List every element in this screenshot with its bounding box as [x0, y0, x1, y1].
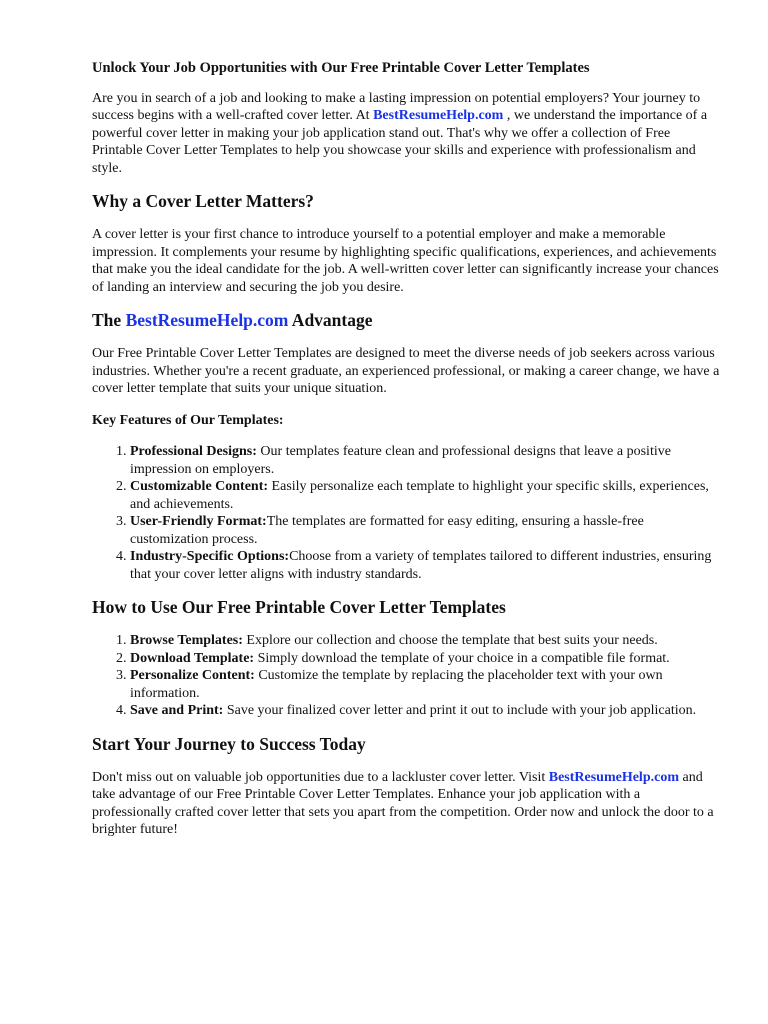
start-text-after: and take advantage of our Free Printable Cover Letter Templates. Enhance your job application with a professionally crafted cover letter that sets you apart from the competition. Order now and unlock the door to a brighter future! — [92, 769, 714, 837]
howto-list — [92, 632, 720, 720]
start-heading: Start Your Journey to Success Today — [92, 733, 366, 754]
list-item-label: Save and Print: — [130, 703, 224, 718]
document-title: Unlock Your Job Opportunities with Our Free Printable Cover Letter Templates — [92, 60, 590, 76]
intro-link[interactable]: BestResumeHelp.com — [373, 108, 504, 123]
intro-text-before: Are you in search of a job and looking to make a lasting impression on potential employers? Your journey to success begins with a well-crafted cover letter. At — [92, 90, 701, 123]
advantage-heading-link[interactable]: BestResumeHelp.com — [125, 310, 289, 330]
list-item-text: Simply download the template of your choice in a compatible file format. — [254, 650, 670, 666]
list-item — [130, 650, 720, 668]
start-text-before: Don't miss out on valuable job opportunities due to a lackluster cover letter. Visit — [92, 769, 549, 785]
list-item-text: Explore our collection and choose the template that best suits your needs. — [242, 633, 658, 648]
howto-heading: How to Use Our Free Printable Cover Letter Templates — [92, 597, 506, 617]
list-item-label: Browse Templates: — [130, 633, 243, 648]
advantage-paragraph: Our Free Printable Cover Letter Templates are designed to meet the diverse needs of job seekers across various industries. Whether you're a recent graduate, an experienced professional, or making a career change, we have a cover letter template that suits your unique situation. — [92, 346, 720, 396]
start-link[interactable]: BestResumeHelp.com — [548, 769, 679, 785]
list-item-label: Industry-Specific Options: — [130, 549, 290, 564]
advantage-heading — [92, 310, 720, 331]
intro-text-after: , we understand the importance of a powerful cover letter in making your job application stand out. That's why we offer a collection of Free Printable Cover Letter Templates to help you showcase your skills and experience with professionalism and style. — [92, 108, 708, 176]
list-item-text: Easily personalize each template to highlight your specific skills, experiences, and achievements. — [130, 479, 709, 512]
start-paragraph — [92, 769, 720, 839]
list-item — [130, 632, 720, 650]
why-paragraph: A cover letter is your first chance to introduce yourself to a potential employer and make a memorable impression. It complements your resume by highlighting specific qualifications, experiences, and achievements that make you the ideal candidate for the job. A well-written cover letter can significantly increase your chances of landing an interview and securing the job you desire. — [92, 227, 719, 295]
features-heading: Key Features of Our Templates: — [92, 412, 284, 428]
list-item-label: Personalize Content: — [130, 668, 255, 683]
list-item — [130, 478, 720, 513]
list-item-text: Choose from a variety of templates tailored to different industries, ensuring that your cover letter aligns with industry standards. — [130, 549, 712, 582]
list-item-text: Our templates feature clean and professional designs that leave a positive impression on employers. — [130, 444, 671, 477]
features-list — [92, 443, 720, 583]
list-item-label: Customizable Content: — [130, 479, 269, 494]
advantage-heading-suffix: Advantage — [288, 310, 373, 330]
list-item-text: Save your finalized cover letter and print it out to include with your job application. — [223, 703, 697, 718]
list-item-label: Professional Designs: — [130, 444, 257, 459]
list-item-label: User-Friendly Format: — [130, 514, 267, 529]
list-item-text: The templates are formatted for easy editing, ensuring a hassle-free customization process. — [130, 514, 644, 547]
advantage-heading-prefix: The — [92, 310, 126, 330]
list-item — [130, 667, 720, 702]
list-item-text: Customize the template by replacing the placeholder text with your own information. — [130, 668, 663, 701]
list-item-label: Download Template: — [130, 650, 255, 666]
list-item — [130, 513, 720, 548]
list-item — [130, 443, 720, 478]
list-item — [130, 548, 720, 583]
list-item — [130, 702, 720, 720]
why-heading: Why a Cover Letter Matters? — [92, 191, 314, 211]
intro-paragraph — [92, 90, 720, 178]
